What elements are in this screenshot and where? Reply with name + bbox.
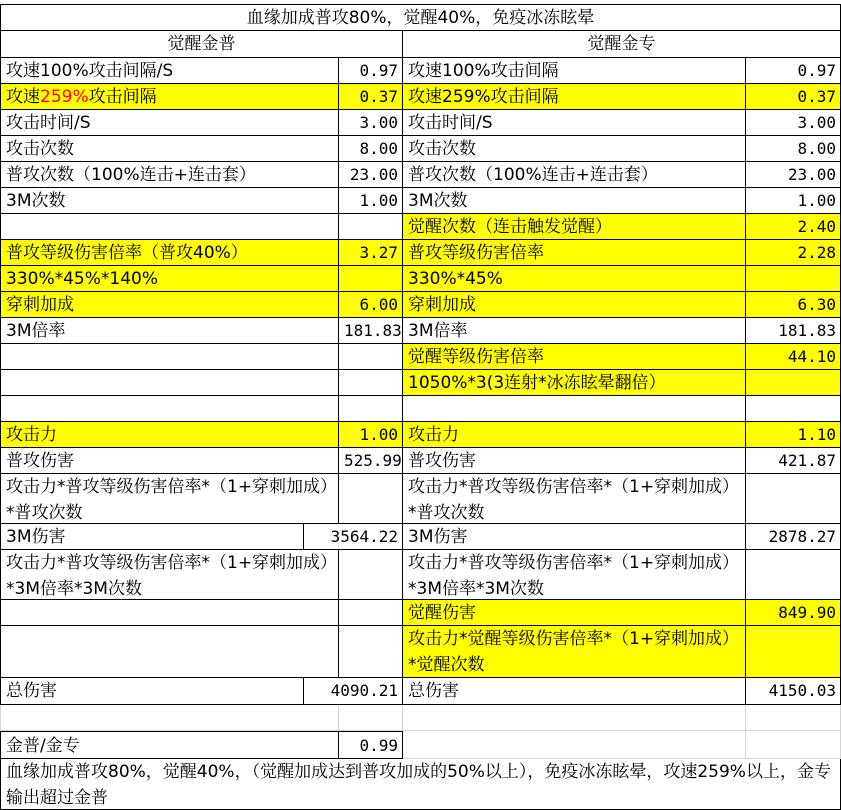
left-value-attack-power: 1.00 bbox=[339, 422, 403, 448]
right-value-awaken-damage-rate: 44.10 bbox=[746, 344, 841, 370]
blank-cell bbox=[403, 705, 746, 731]
right-label-attack-time: 攻击时间/S bbox=[403, 110, 746, 136]
left-label-attack-count: 攻击次数 bbox=[0, 136, 339, 162]
left-label-3m-rate: 3M倍率 bbox=[0, 318, 339, 344]
left-label-attack-interval-259 bbox=[0, 84, 339, 110]
left-label-attack-power: 攻击力 bbox=[0, 422, 339, 448]
left-label-attack-interval-100: 攻速100%攻击间隔/S bbox=[0, 58, 339, 84]
left-label-normal-attack-count: 普攻次数（100%连击+连击套） bbox=[0, 162, 339, 188]
right-label-awaken-damage-rate: 觉醒等级伤害倍率 bbox=[403, 344, 746, 370]
header-right: 觉醒金专 bbox=[403, 31, 841, 58]
right-label-awaken-formula: 1050%*3(3连射*冰冻眩晕翻倍） bbox=[403, 370, 746, 396]
right-label-attack-interval-259: 攻速259%攻击间隔 bbox=[403, 84, 746, 110]
left-label-empty bbox=[0, 626, 339, 678]
left-value-normal-attack-count: 23.00 bbox=[339, 162, 403, 188]
right-value-attack-power: 1.10 bbox=[746, 422, 841, 448]
ratio-value: 0.99 bbox=[339, 731, 403, 759]
right-value-attack-interval-100: 0.97 bbox=[746, 58, 841, 84]
right-value-normal-damage-rate: 2.28 bbox=[746, 240, 841, 266]
label-part-b: 攻击间隔 bbox=[88, 87, 157, 107]
right-value-awaken-formula bbox=[746, 370, 841, 396]
left-value-normal-damage-rate: 3.27 bbox=[339, 240, 403, 266]
left-label-normal-damage: 普攻伤害 bbox=[0, 448, 339, 474]
blank-cell bbox=[0, 705, 339, 731]
left-label-3m-damage: 3M伤害 bbox=[0, 524, 304, 550]
right-label-attack-count: 攻击次数 bbox=[403, 136, 746, 162]
left-label-normal-damage-formula: 攻击力*普攻等级伤害倍率*（1+穿刺加成）*普攻次数 bbox=[0, 474, 339, 524]
left-value-3m-damage-formula bbox=[339, 550, 403, 600]
right-label-3m-damage-formula: 攻击力*普攻等级伤害倍率*（1+穿刺加成）*3M倍率*3M次数 bbox=[403, 550, 746, 600]
right-label-awaken-count: 觉醒次数（连击触发觉醒） bbox=[403, 214, 746, 240]
right-label-pierce: 穿刺加成 bbox=[403, 292, 746, 318]
right-label-awaken-damage: 觉醒伤害 bbox=[403, 600, 746, 626]
right-value-awaken-damage-formula bbox=[746, 626, 841, 678]
left-value-rate-formula bbox=[339, 266, 403, 292]
left-label-empty bbox=[0, 600, 339, 626]
left-label-3m-damage-formula: 攻击力*普攻等级伤害倍率*（1+穿刺加成）*3M倍率*3M次数 bbox=[0, 550, 339, 600]
left-value-empty bbox=[339, 626, 403, 678]
right-value-attack-time: 3.00 bbox=[746, 110, 841, 136]
right-value-awaken-damage: 849.90 bbox=[746, 600, 841, 626]
right-value-3m-count: 1.00 bbox=[746, 188, 841, 214]
right-value-pierce: 6.30 bbox=[746, 292, 841, 318]
left-label-empty bbox=[0, 344, 339, 370]
left-value-normal-damage-formula bbox=[339, 474, 403, 524]
left-label-pierce: 穿刺加成 bbox=[0, 292, 339, 318]
right-label-total-damage: 总伤害 bbox=[403, 678, 746, 705]
left-value-normal-damage: 525.99 bbox=[339, 448, 403, 474]
left-value-empty bbox=[339, 370, 403, 396]
right-value-empty bbox=[746, 396, 841, 422]
left-value-pierce: 6.00 bbox=[339, 292, 403, 318]
blank-cell bbox=[746, 705, 841, 731]
right-label-normal-damage: 普攻伤害 bbox=[403, 448, 746, 474]
right-label-attack-power: 攻击力 bbox=[403, 422, 746, 448]
right-value-normal-damage-formula bbox=[746, 474, 841, 524]
right-label-attack-interval-100: 攻速100%攻击间隔 bbox=[403, 58, 746, 84]
right-label-rate-formula: 330%*45% bbox=[403, 266, 746, 292]
right-label-3m-damage: 3M伤害 bbox=[403, 524, 746, 550]
blank-cell bbox=[746, 731, 841, 759]
right-label-3m-rate: 3M倍率 bbox=[403, 318, 746, 344]
left-label-rate-formula: 330%*45%*140% bbox=[0, 266, 339, 292]
blank-cell bbox=[339, 705, 403, 731]
left-value-empty bbox=[339, 396, 403, 422]
red-speed-value: 259% bbox=[40, 87, 89, 107]
ratio-label: 金普/金专 bbox=[0, 731, 339, 759]
left-value-attack-time: 3.00 bbox=[339, 110, 403, 136]
sheet-title: 血缘加成普攻80%，觉醒40%，免疫冰冻眩晕 bbox=[0, 4, 841, 31]
blank-cell bbox=[403, 731, 746, 759]
left-label-total-damage: 总伤害 bbox=[0, 678, 304, 705]
right-label-3m-count: 3M次数 bbox=[403, 188, 746, 214]
left-label-normal-damage-rate: 普攻等级伤害倍率（普攻40%） bbox=[0, 240, 339, 266]
right-value-attack-interval-259: 0.37 bbox=[746, 84, 841, 110]
right-label-normal-attack-count: 普攻次数（100%连击+连击套） bbox=[403, 162, 746, 188]
left-value-empty bbox=[339, 344, 403, 370]
left-label-attack-time: 攻击时间/S bbox=[0, 110, 339, 136]
left-label-empty bbox=[0, 396, 339, 422]
right-value-normal-damage: 421.87 bbox=[746, 448, 841, 474]
left-value-3m-rate: 181.83 bbox=[339, 318, 403, 344]
left-label-3m-count: 3M次数 bbox=[0, 188, 339, 214]
right-value-awaken-count: 2.40 bbox=[746, 214, 841, 240]
label-part-a: 攻速 bbox=[6, 87, 40, 107]
right-value-3m-damage: 2878.27 bbox=[746, 524, 841, 550]
right-value-3m-rate: 181.83 bbox=[746, 318, 841, 344]
header-left: 觉醒金普 bbox=[0, 31, 403, 58]
left-value-3m-damage: 3564.22 bbox=[304, 524, 403, 550]
left-value-attack-count: 8.00 bbox=[339, 136, 403, 162]
left-value-attack-interval-259: 0.37 bbox=[339, 84, 403, 110]
left-label-empty bbox=[0, 370, 339, 396]
right-label-awaken-damage-formula: 攻击力*觉醒等级伤害倍率*（1+穿刺加成）*觉醒次数 bbox=[403, 626, 746, 678]
right-value-attack-count: 8.00 bbox=[746, 136, 841, 162]
right-label-normal-damage-rate: 普攻等级伤害倍率 bbox=[403, 240, 746, 266]
right-value-normal-attack-count: 23.00 bbox=[746, 162, 841, 188]
right-label-empty bbox=[403, 396, 746, 422]
left-value-total-damage: 4090.21 bbox=[304, 678, 403, 705]
left-value-attack-interval-100: 0.97 bbox=[339, 58, 403, 84]
left-value-empty bbox=[339, 214, 403, 240]
right-value-3m-damage-formula bbox=[746, 550, 841, 600]
left-value-empty bbox=[339, 600, 403, 626]
right-value-total-damage: 4150.03 bbox=[746, 678, 841, 705]
right-label-normal-damage-formula: 攻击力*普攻等级伤害倍率*（1+穿刺加成）*普攻次数 bbox=[403, 474, 746, 524]
left-label-empty bbox=[0, 214, 339, 240]
conclusion-note: 血缘加成普攻80%，觉醒40%，（觉醒加成达到普攻加成的50%以上），免疫冰冻眩晕，攻速259%以上，金专输出超过金普 bbox=[0, 759, 841, 810]
right-value-rate-formula bbox=[746, 266, 841, 292]
left-value-3m-count: 1.00 bbox=[339, 188, 403, 214]
